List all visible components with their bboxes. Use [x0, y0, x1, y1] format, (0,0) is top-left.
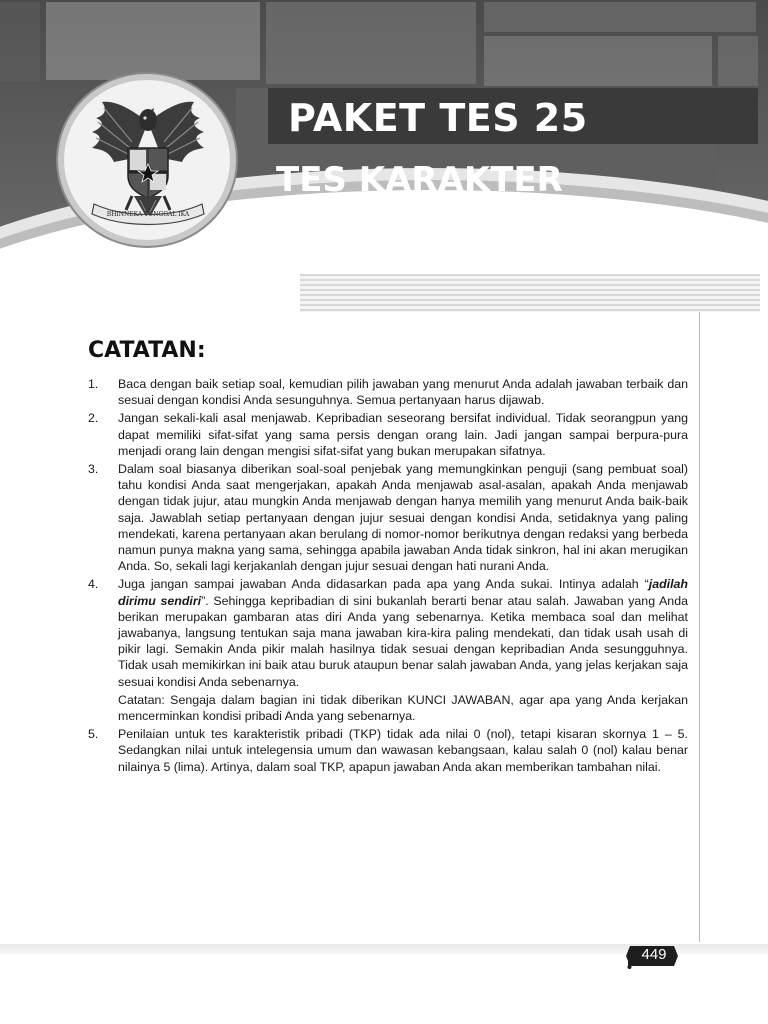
- note-text: Jangan sekali-kali asal menjawab. Kepribadian seseorang bersifat individual. Tidak seorangpun yang dapat memiliki sifat-sifat yang sama persis dengan orang lain. Jadi jangan sampai berpura-pura menjadi orang lain dengan mengisi sifat-sifat yang bukan merupakan sifatnya.: [118, 411, 688, 458]
- note-item: [88, 376, 688, 408]
- notes-heading: CATATAN:: [88, 338, 206, 363]
- note-item: [88, 576, 688, 724]
- page-margin-rule: [699, 312, 700, 942]
- note-extra: Catatan: Sengaja dalam bagian ini tidak diberikan KUNCI JAWABAN, agar apa yang Anda kerjakan mencerminkan kondisi pribadi Anda yang sebenarnya.: [118, 692, 688, 724]
- note-number: 5.: [88, 727, 99, 742]
- note-item: [88, 726, 688, 775]
- note-emphasis: jadilah dirimu sendiri: [118, 577, 688, 608]
- emblem-motto: BHINNEKA TUNGGAL IKA: [106, 211, 190, 218]
- note-number: 2.: [88, 411, 99, 426]
- banner-tile: [718, 36, 758, 86]
- note-item: [88, 461, 688, 574]
- banner-tile: [484, 2, 756, 32]
- page-title: PAKET TES 25: [288, 96, 588, 140]
- banner-tile: [0, 2, 40, 82]
- page-subtitle-line: PRIBADI: [276, 200, 433, 240]
- garuda-emblem-icon: [74, 92, 222, 232]
- banner-tile: [266, 2, 476, 84]
- banner-tile: [484, 36, 712, 86]
- banner-stripes: [300, 274, 760, 312]
- note-text: Penilaian untuk tes karakteristik pribadi (TKP) tidak ada nilai 0 (nol), tetapi kisaran skornya 1 – 5. Sedangkan nilai untuk intelegensia umum dan wawasan kebangsaan, kalau salah 0 (nol) kalau benar nilainya 5 (lima). Artinya, dalam soal TKP, apapun jawaban Anda akan memberikan tambahan nilai.: [118, 727, 688, 774]
- note-text: Dalam soal biasanya diberikan soal-soal penjebak yang memungkinkan penguji (sang pembuat soal) tahu kondisi Anda saat mengerjakan, apakah Anda menjawab asal-asalan, apakah Anda menjawab dengan tidak jujur, atau mungkin Anda menjawab dengan hanya memilih yang menurut Anda baik-baik saja. Jawablah setiap pertanyaan dengan jujur sesuai dengan kondisi Anda, setidaknya yang paling mendekati, karena pertanyaan akan berulang di nomor-nomor berikutnya dengan redaksi yang berbeda namun punya makna yang sama, sehingga apabila jawaban Anda tidak sinkron, hal ini akan merugikan Anda. So, sekali lagi kerjakanlah dengan jujur sesuai dengan hati nurani Anda.: [118, 462, 688, 574]
- banner-tile: [46, 2, 260, 80]
- note-item: [88, 410, 688, 459]
- page-subtitle-line: TES KARAKTER: [276, 160, 563, 200]
- notes-list: [88, 376, 688, 777]
- note-text: [118, 576, 688, 689]
- note-number: 4.: [88, 577, 99, 592]
- note-number: 1.: [88, 377, 99, 391]
- note-text-part: ”. Sehingga kepribadian di sini bukanlah berarti benar atau salah. Jawaban yang Anda berikan merupakan gambaran atas diri Anda yang sebenarnya. Ketika membaca soal dan melihat jawabanya, langsung tentukan saja mana jawaban kira-kira paling mendekati, dan tidak usah usah di pikir lagi. Semakin Anda pikir malah hasilnya tidak sesuai dengan kepribadian Anda sesungguhnya. Tidak usah memikirkan ini baik atau buruk ataupun benar salah jawaban Anda, yang jelas kerjakan saja sesuai kondisi Anda sebenarnya.: [118, 593, 688, 689]
- page-number: 449: [641, 946, 667, 963]
- page-subtitle: [276, 160, 696, 240]
- note-number: 3.: [88, 462, 99, 477]
- note-text-part: Juga jangan sampai jawaban Anda didasarkan pada apa yang Anda sukai. Intinya adalah “: [118, 577, 649, 592]
- note-text: Baca dengan baik setiap soal, kemudian pilih jawaban yang menurut Anda adalah jawaban terbaik dan sesuai dengan kondisi Anda sesunguhnya. Semua pertanyaan harus dijawab.: [118, 377, 688, 408]
